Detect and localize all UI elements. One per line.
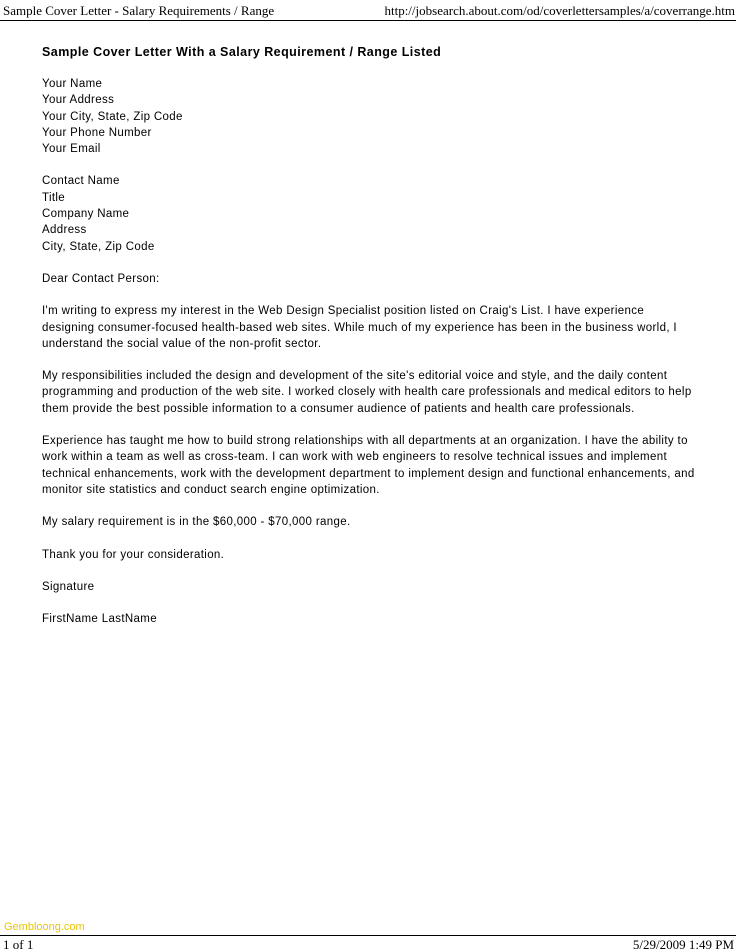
print-header-title: Sample Cover Letter - Salary Requirements / Range [3,3,275,18]
paragraph-experience: Experience has taught me how to build strong relationships with all departments at an organization. I have the ability to work within a team as well as cross-team. I can work with web engineers to resolve technical issues and implement technical enhancements, work with the development department to implement design and functional enhancements, and monitor site statistics and conduct search engine optimization. [42,435,695,496]
signature-label: Signature [42,580,95,593]
paragraph-salary-requirement: My salary requirement is in the $60,000 - $70,000 range. [42,516,351,529]
recipient-company-name: Company Name [42,208,130,221]
print-datetime: 5/29/2009 1:49 PM [632,937,734,952]
sender-block [42,76,696,157]
sender-city-state-zip: Your City, State, Zip Code [42,110,183,123]
letter-heading: Sample Cover Letter With a Salary Requirement / Range Listed [42,45,442,59]
cover-letter [0,21,736,643]
paragraph-responsibilities: My responsibilities included the design and development of the site's editorial voice and style, and the daily content programming and production of the web site. I worked closely with health care professionals and medical editors to help them provide the best possible information to a consumer audience of patients and health care professionals. [42,370,692,415]
watermark-link: Gembloong.com [4,921,85,933]
signature-name: FirstName LastName [42,613,157,626]
sender-email: Your Email [42,143,101,156]
print-header-url: http://jobsearch.about.com/od/coverlettersamples/a/coverrange.htm [384,3,735,18]
recipient-address: Address [42,224,87,237]
page-number: 1 of 1 [3,937,34,952]
recipient-contact-name: Contact Name [42,175,120,188]
sender-address: Your Address [42,94,115,107]
recipient-city-state-zip: City, State, Zip Code [42,240,155,253]
sender-phone: Your Phone Number [42,126,152,139]
print-header [0,0,736,21]
paragraph-closing: Thank you for your consideration. [42,548,225,561]
paragraph-intro: I'm writing to express my interest in the Web Design Specialist position listed on Craig's List. I have experience designing consumer-focused health-based web sites. While much of my experience has been in the business world, I understand the social value of the non-profit sector. [42,305,677,350]
print-footer [0,935,736,952]
recipient-block [42,173,696,254]
recipient-title: Title [42,191,66,204]
sender-name: Your Name [42,78,103,90]
salutation: Dear Contact Person: [42,272,160,285]
